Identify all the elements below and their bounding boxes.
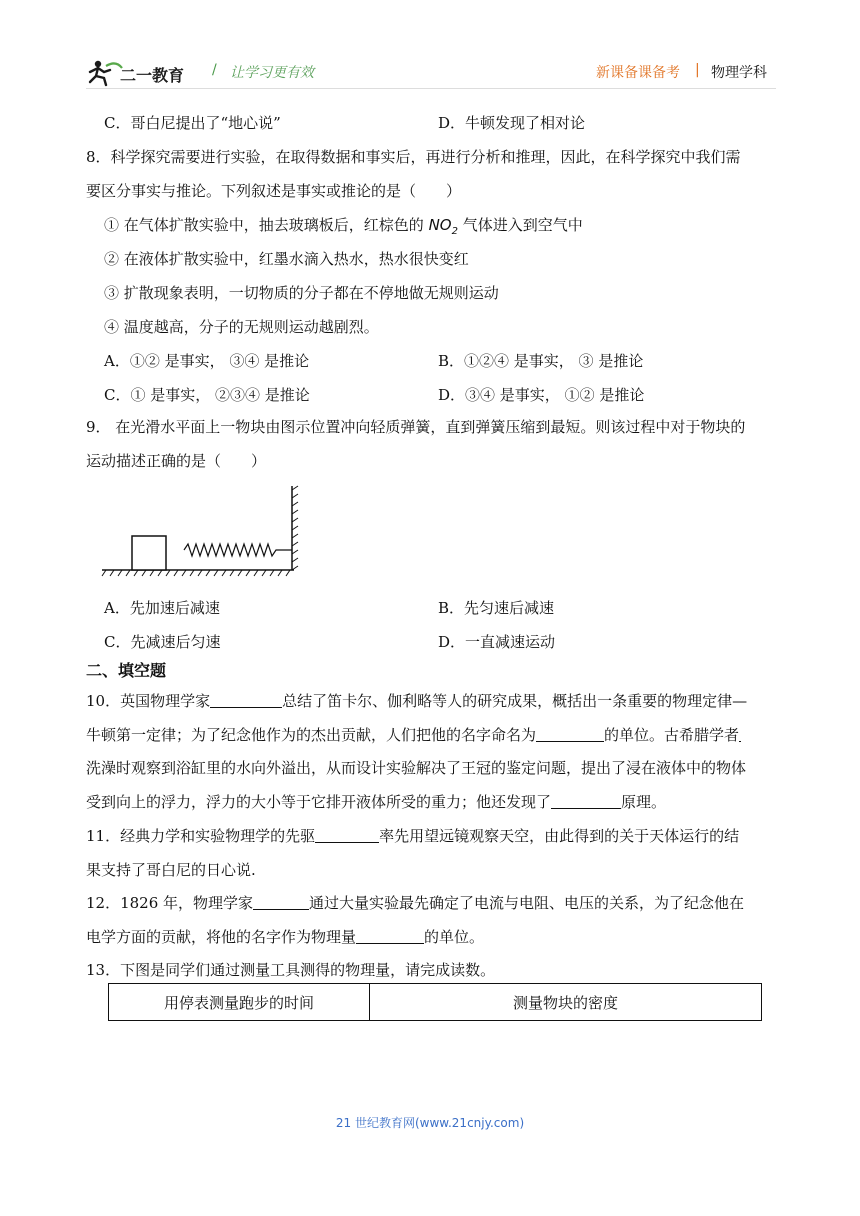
q11-line1: 11．经典力学和实验物理学的先驱 率先用望远镜观察天空，由此得到的关于天体运行的结 [86,827,740,845]
table-header-density: 测量物块的密度 [370,984,762,1021]
q12-line2: 电学方面的贡献，将他的名字作为物理量 的单位。 [86,928,485,946]
brand-logo [86,58,226,88]
q8-option-a: A．①② 是事实， ③④ 是推论 [104,352,310,370]
q10-line2: 牛顿第一定律；为了纪念他作为的杰出贡献，人们把他的名字命名为 的单位。古希腊学者 [86,726,740,744]
header-separator: | [695,62,700,78]
q8-item-1: ① 在气体扩散实验中，抽去玻璃板后，红棕色的 $NO_2$ 气体进入到空气中 [104,216,583,237]
header-subject: 物理学科 [711,65,767,81]
blank [315,828,379,843]
q8-option-b: B．①②④ 是事实， ③ 是推论 [438,352,644,370]
q13-table [108,983,762,1021]
q8-option-d: D．③④ 是事实， ①② 是推论 [438,386,645,404]
blank [356,929,424,944]
q8-item-3: ③ 扩散现象表明，一切物质的分子都在不停地做无规则运动 [104,284,499,302]
q7-option-c: C．哥白尼提出了“地心说” [104,114,281,132]
q9-option-c: C．先减速后匀速 [104,633,221,651]
ground-hatching [102,570,290,576]
logo-text: 二一教育 [120,66,185,85]
no2-formula: $NO_2$ [428,216,458,237]
q9-stem-line2: 运动描述正确的是（ ） [86,452,267,470]
q8-item-4: ④ 温度越高，分子的无规则运动越剧烈。 [104,318,379,336]
spring-block-diagram [100,484,304,580]
blank [551,794,621,809]
q10-line3: 洗澡时观察到浴缸里的水向外溢出，从而设计实验解决了王冠的鉴定问题，提出了浸在液体中的物体 [86,759,747,777]
block [132,536,166,570]
header-course-label: 新课备课备考 [596,65,680,81]
header-divider [86,88,776,89]
q12-line1: 12．1826 年，物理学家 通过大量实验最先确定了电流与电阻、电压的关系，为了纪念他在 [86,894,745,912]
q13-stem: 13．下图是同学们通过测量工具测得的物理量，请完成读数。 [86,961,496,979]
q11-line2: 果支持了哥白尼的日心说. [86,861,256,879]
blank [253,895,309,910]
blank [739,727,741,742]
runner-icon [90,61,122,85]
q9-option-a: A．先加速后减速 [104,599,220,617]
section-heading-fill-blank: 二、填空题 [86,661,167,680]
q8-option-c: C．① 是事实， ②③④ 是推论 [104,386,310,404]
wall-hatching [292,486,298,570]
table-header-stopwatch: 用停表测量跑步的时间 [109,984,370,1021]
q9-stem-line1: 9． 在光滑水平面上一物块由图示位置冲向轻质弹簧，直到弹簧压缩到最短。则该过程中对于物块的 [86,418,746,436]
q7-option-d: D．牛顿发现了相对论 [438,114,586,132]
q9-option-d: D．一直减速运动 [438,633,556,651]
q10-line1: 10．英国物理学家 总结了笛卡尔、伽利略等人的研究成果，概括出一条重要的物理定律— [86,692,748,710]
blank [536,727,604,742]
header-slash: / [212,62,217,78]
q9-option-b: B．先匀速后减速 [438,599,555,617]
q10-line4: 受到向上的浮力，浮力的大小等于它排开液体所受的重力；他还发现了 原理。 [86,793,667,811]
q8-stem-line2: 要区分事实与推论。下列叙述是事实或推论的是（ ） [86,182,462,200]
q8-stem-line1: 8．科学探究需要进行实验，在取得数据和事实后，再进行分析和推理，因此，在科学探究中我们需 [86,148,741,166]
page-footer: 21 世纪教育网(www.21cnjy.com) [335,1116,525,1130]
header-slogan: 让学习更有效 [230,65,314,81]
q8-item-2: ② 在液体扩散实验中，红墨水滴入热水，热水很快变红 [104,250,469,268]
blank [210,693,282,708]
spring [184,544,292,556]
